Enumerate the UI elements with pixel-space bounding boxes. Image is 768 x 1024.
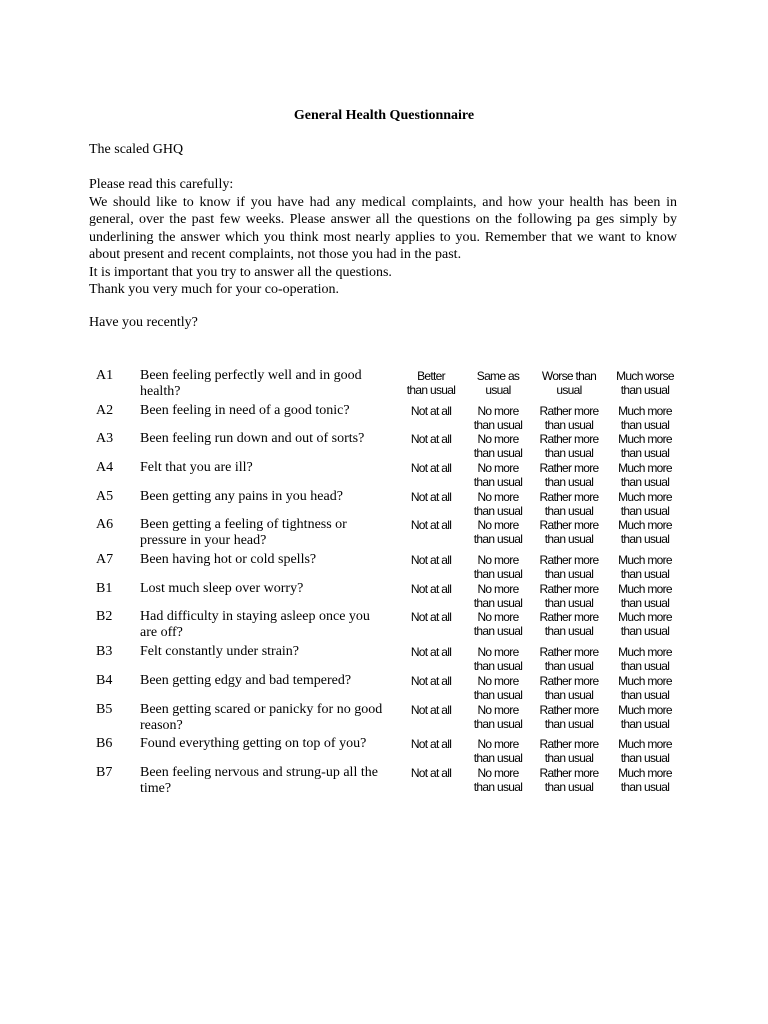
option-much-more[interactable]: Much more than usual bbox=[618, 518, 672, 546]
option-no-more[interactable]: No more than usual bbox=[473, 766, 523, 794]
option-much-worse[interactable]: Much worse than usual bbox=[616, 369, 674, 397]
question-text: Been getting a feeling of tightness or pressure in your head? bbox=[140, 517, 347, 548]
question-code: B1 bbox=[96, 581, 113, 596]
option-much-more[interactable]: Much more than usual bbox=[618, 582, 672, 610]
option-no-more[interactable]: No more than usual bbox=[473, 703, 523, 731]
question-code: A6 bbox=[96, 517, 114, 532]
option-much-more[interactable]: Much more than usual bbox=[618, 461, 672, 489]
option-better[interactable]: Better than usual bbox=[406, 369, 456, 397]
option-not-at-all[interactable]: Not at all bbox=[410, 553, 452, 567]
option-rather-more[interactable]: Rather more than usual bbox=[539, 553, 599, 581]
question-text: Been feeling nervous and strung-up all the time? bbox=[140, 765, 378, 796]
option-much-more[interactable]: Much more than usual bbox=[618, 432, 672, 460]
option-rather-more[interactable]: Rather more than usual bbox=[539, 737, 599, 765]
question-code: A7 bbox=[96, 552, 114, 567]
document-title: General Health Questionnaire bbox=[293, 108, 475, 123]
question-code: A4 bbox=[96, 460, 114, 475]
option-not-at-all[interactable]: Not at all bbox=[410, 490, 452, 504]
option-same[interactable]: Same as usual bbox=[476, 369, 520, 397]
question-text: Felt constantly under strain? bbox=[140, 644, 300, 659]
question-text: Been feeling in need of a good tonic? bbox=[140, 403, 350, 418]
question-code: A1 bbox=[96, 368, 114, 383]
option-rather-more[interactable]: Rather more than usual bbox=[539, 582, 599, 610]
option-much-more[interactable]: Much more than usual bbox=[618, 404, 672, 432]
option-rather-more[interactable]: Rather more than usual bbox=[539, 703, 599, 731]
question-code: B4 bbox=[96, 673, 113, 688]
option-rather-more[interactable]: Rather more than usual bbox=[539, 766, 599, 794]
option-not-at-all[interactable]: Not at all bbox=[410, 674, 452, 688]
option-no-more[interactable]: No more than usual bbox=[473, 432, 523, 460]
option-no-more[interactable]: No more than usual bbox=[473, 582, 523, 610]
question-code: B7 bbox=[96, 765, 113, 780]
question-text: Found everything getting on top of you? bbox=[140, 736, 367, 751]
question-prompt: Have you recently? bbox=[89, 315, 198, 330]
instructions-heading: Please read this carefully: bbox=[89, 177, 234, 192]
question-code: A2 bbox=[96, 403, 114, 418]
question-text: Been feeling run down and out of sorts? bbox=[140, 431, 365, 446]
option-not-at-all[interactable]: Not at all bbox=[410, 737, 452, 751]
option-much-more[interactable]: Much more than usual bbox=[618, 674, 672, 702]
question-text: Lost much sleep over worry? bbox=[140, 581, 304, 596]
question-code: B2 bbox=[96, 609, 113, 624]
option-rather-more[interactable]: Rather more than usual bbox=[539, 490, 599, 518]
option-much-more[interactable]: Much more than usual bbox=[618, 766, 672, 794]
option-no-more[interactable]: No more than usual bbox=[473, 610, 523, 638]
question-code: B3 bbox=[96, 644, 113, 659]
option-not-at-all[interactable]: Not at all bbox=[410, 461, 452, 475]
question-text: Been having hot or cold spells? bbox=[140, 552, 317, 567]
option-no-more[interactable]: No more than usual bbox=[473, 645, 523, 673]
option-rather-more[interactable]: Rather more than usual bbox=[539, 610, 599, 638]
option-rather-more[interactable]: Rather more than usual bbox=[539, 674, 599, 702]
option-not-at-all[interactable]: Not at all bbox=[410, 432, 452, 446]
option-not-at-all[interactable]: Not at all bbox=[410, 610, 452, 624]
option-rather-more[interactable]: Rather more than usual bbox=[539, 404, 599, 432]
option-rather-more[interactable]: Rather more than usual bbox=[539, 432, 599, 460]
option-much-more[interactable]: Much more than usual bbox=[618, 553, 672, 581]
question-text: Been getting edgy and bad tempered? bbox=[140, 673, 352, 688]
option-worse[interactable]: Worse than usual bbox=[541, 369, 597, 397]
question-code: A3 bbox=[96, 431, 114, 446]
question-text: Felt that you are ill? bbox=[140, 460, 253, 475]
question-code: B5 bbox=[96, 702, 113, 717]
question-text: Had difficulty in staying asleep once you are off? bbox=[140, 609, 370, 640]
option-not-at-all[interactable]: Not at all bbox=[410, 404, 452, 418]
option-no-more[interactable]: No more than usual bbox=[473, 518, 523, 546]
option-not-at-all[interactable]: Not at all bbox=[410, 518, 452, 532]
instructions-line-2: It is important that you try to answer all the questions. bbox=[89, 264, 392, 280]
question-text: Been getting any pains in you head? bbox=[140, 489, 343, 504]
option-much-more[interactable]: Much more than usual bbox=[618, 645, 672, 673]
option-not-at-all[interactable]: Not at all bbox=[410, 582, 452, 596]
instructions-paragraph: We should like to know if you have had any medical complaints, and how your health has been in general, over the past few weeks. Please answer all the questions on the following pa ges simply by underlining the answer which you think most nearly applies to you. Remember that we want to know about present and recent complaints, not those you had in the past. bbox=[89, 194, 677, 262]
option-rather-more[interactable]: Rather more than usual bbox=[539, 518, 599, 546]
document-subtitle: The scaled GHQ bbox=[89, 142, 184, 157]
instructions-line-3: Thank you very much for your co-operation. bbox=[89, 282, 339, 297]
option-much-more[interactable]: Much more than usual bbox=[618, 703, 672, 731]
option-no-more[interactable]: No more than usual bbox=[473, 674, 523, 702]
question-code: A5 bbox=[96, 489, 114, 504]
question-text: Been feeling perfectly well and in good health? bbox=[140, 368, 362, 399]
option-rather-more[interactable]: Rather more than usual bbox=[539, 461, 599, 489]
option-much-more[interactable]: Much more than usual bbox=[618, 610, 672, 638]
question-text: Been getting scared or panicky for no good reason? bbox=[140, 702, 383, 733]
instructions bbox=[89, 176, 677, 299]
option-rather-more[interactable]: Rather more than usual bbox=[539, 645, 599, 673]
option-not-at-all[interactable]: Not at all bbox=[410, 766, 452, 780]
option-much-more[interactable]: Much more than usual bbox=[618, 737, 672, 765]
option-much-more[interactable]: Much more than usual bbox=[618, 490, 672, 518]
option-no-more[interactable]: No more than usual bbox=[473, 404, 523, 432]
question-code: B6 bbox=[96, 736, 113, 751]
option-not-at-all[interactable]: Not at all bbox=[410, 645, 452, 659]
option-no-more[interactable]: No more than usual bbox=[473, 737, 523, 765]
option-no-more[interactable]: No more than usual bbox=[473, 490, 523, 518]
option-no-more[interactable]: No more than usual bbox=[473, 461, 523, 489]
option-not-at-all[interactable]: Not at all bbox=[410, 703, 452, 717]
option-no-more[interactable]: No more than usual bbox=[473, 553, 523, 581]
